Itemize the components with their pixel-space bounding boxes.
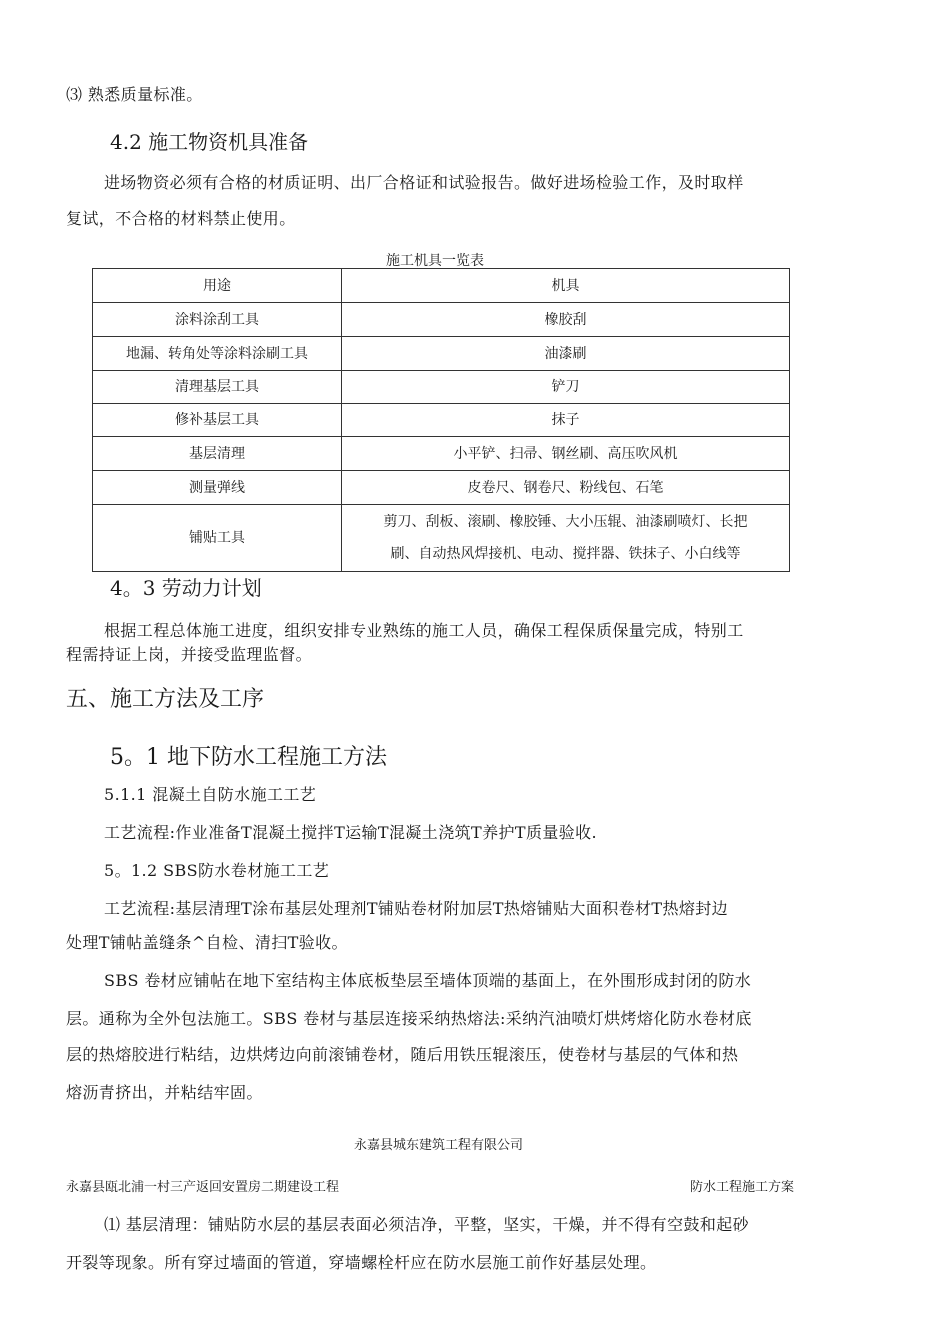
table-row	[93, 471, 790, 505]
table-header-use: 用途	[93, 269, 342, 303]
list-item-quality-standard: ⑶ 熟悉质量标准。	[66, 85, 203, 104]
chapter-5-title: 五、施工方法及工序	[66, 687, 265, 712]
paragraph-sbs-line3: 层的热熔胶进行粘结，边烘烤边向前滚铺卷材，随后用铁压辊滚压，使卷材与基层的气体和热	[66, 1045, 739, 1064]
table-row	[93, 303, 790, 337]
table-cell-use: 铺贴工具	[93, 505, 342, 572]
footer-company-name: 永嘉县城东建筑工程有限公司	[354, 1138, 524, 1153]
subsection-5-1-1-title: 5.1.1 混凝土自防水施工工艺	[104, 785, 317, 804]
table-cell-use: 清理基层工具	[93, 371, 342, 404]
paragraph-labor-line1: 根据工程总体施工进度，组织安排专业熟练的施工人员，确保工程保质保量完成，特别工	[104, 621, 744, 640]
paragraph-materials-line1: 进场物资必须有合格的材质证明、出厂合格证和试验报告。做好进场检验工作，及时取样	[104, 173, 744, 192]
paragraph-labor-line2: 程需持证上岗，并接受监理监督。	[66, 645, 313, 664]
table-cell-tools-line2: 刷、自动热风焊接机、电动、搅拌器、铁抹子、小白线等	[390, 546, 741, 562]
tools-table	[92, 268, 790, 572]
table-cell-use: 修补基层工具	[93, 404, 342, 437]
paragraph-sbs-line4: 熔沥青挤出，并粘结牢固。	[66, 1083, 263, 1102]
table-cell-tools-line1: 剪刀、刮板、滚刷、橡胶锤、大小压辊、油漆刷喷灯、长把	[383, 514, 748, 530]
table-row	[93, 337, 790, 371]
table-title: 施工机具一览表	[386, 253, 484, 269]
header-project-name: 永嘉县瓯北浦一村三产返回安置房二期建设工程	[66, 1180, 340, 1195]
table-cell-tools: 皮卷尺、钢卷尺、粉线包、石笔	[342, 471, 790, 505]
table-cell-use: 涂料涂刮工具	[93, 303, 342, 337]
table-header-tools: 机具	[342, 269, 790, 303]
table-cell-use: 测量弹线	[93, 471, 342, 505]
table-row	[93, 371, 790, 404]
list-item-base-cleaning-line2: 开裂等现象。所有穿过墙面的管道，穿墙螺栓杆应在防水层施工前作好基层处理。	[66, 1253, 657, 1272]
paragraph-sbs-line1: SBS 卷材应铺帖在地下室结构主体底板垫层至墙体顶端的基面上，在外围形成封闭的防水	[104, 971, 752, 990]
process-flow-sbs-line1: 工艺流程:基层清理T涂布基层处理剂T铺贴卷材附加层T热熔铺贴大面积卷材T热熔封边	[104, 899, 729, 918]
table-cell-use: 地漏、转角处等涂料涂刷工具	[93, 337, 342, 371]
table-cell-tools: 抹子	[342, 404, 790, 437]
list-item-base-cleaning-line1: ⑴ 基层清理：铺贴防水层的基层表面必须洁净，平整，坚实，干燥，并不得有空鼓和起砂	[104, 1215, 750, 1234]
table-cell-use: 基层清理	[93, 437, 342, 471]
table-header-row	[93, 269, 790, 303]
table-cell-tools	[342, 505, 790, 572]
paragraph-materials-line2: 复试，不合格的材料禁止使用。	[66, 209, 296, 228]
table-cell-tools: 油漆刷	[342, 337, 790, 371]
section-4-2-title: 4.2 施工物资机具准备	[110, 130, 309, 154]
table-row	[93, 437, 790, 471]
process-flow-sbs-line2: 处理T铺帖盖缝条^自检、清扫T验收。	[66, 933, 348, 952]
table-row	[93, 505, 790, 572]
table-cell-tools: 小平铲、扫帚、钢丝刷、高压吹风机	[342, 437, 790, 471]
header-document-name: 防水工程施工方案	[690, 1180, 795, 1195]
table-cell-tools: 铲刀	[342, 371, 790, 404]
paragraph-sbs-line2: 层。通称为全外包法施工。SBS 卷材与基层连接采纳热熔法:采纳汽油喷灯烘烤熔化防水卷材底	[66, 1009, 752, 1028]
table-row	[93, 404, 790, 437]
section-4-3-title: 4。3 劳动力计划	[110, 576, 262, 600]
process-flow-concrete: 工艺流程:作业准备T混凝土搅拌T运输T混凝土浇筑T养护T质量验收.	[104, 823, 598, 842]
section-5-1-title: 5。1 地下防水工程施工方法	[110, 745, 387, 770]
subsection-5-1-2-title: 5。1.2 SBS防水卷材施工工艺	[104, 861, 330, 880]
table-cell-tools: 橡胶刮	[342, 303, 790, 337]
